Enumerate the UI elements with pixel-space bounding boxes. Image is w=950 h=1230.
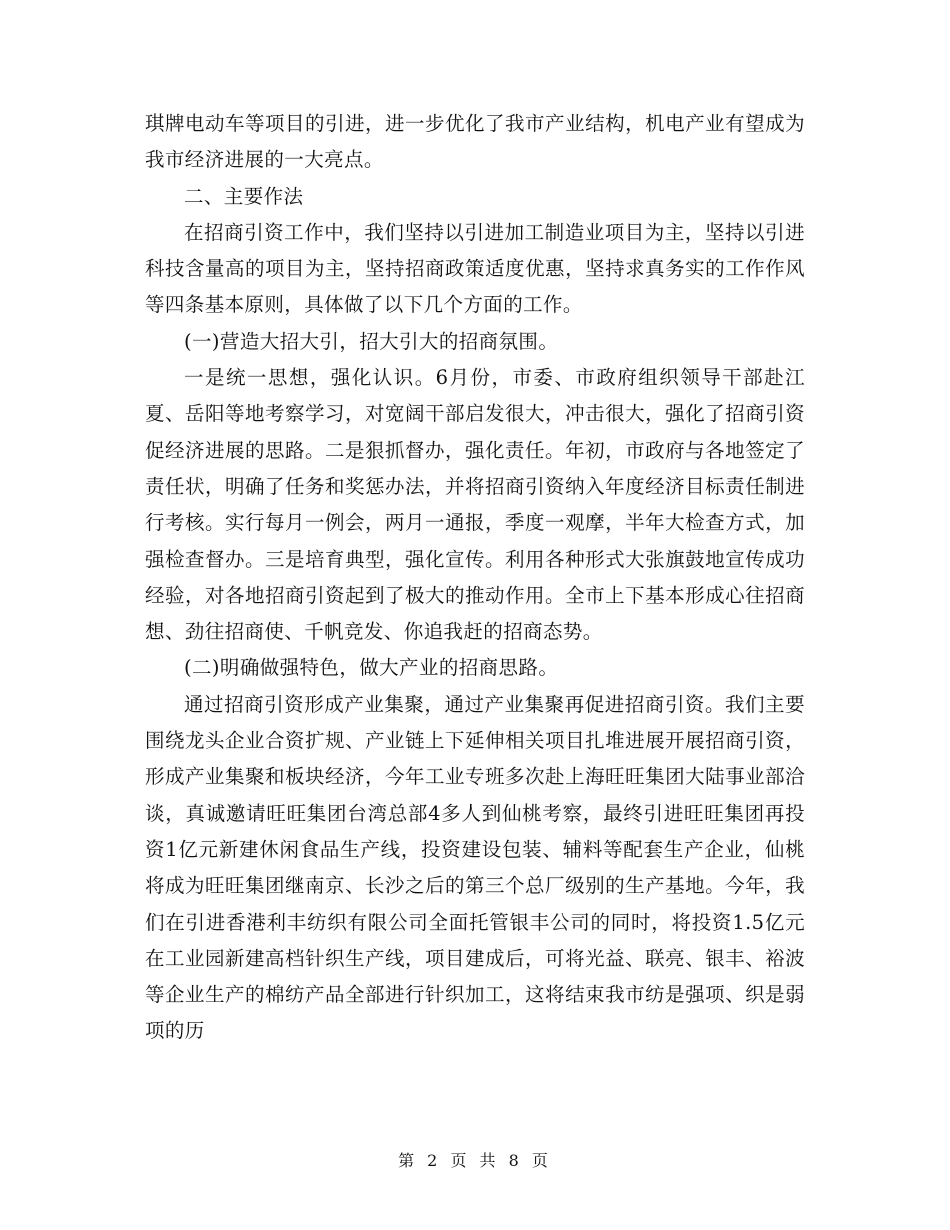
paragraph-5: 一是统一思想，强化认识。6月份，市委、市政府组织领导干部赴江夏、岳阳等地考察学习，对宽阔干部启发很大，冲击很大，强化了招商引资促经济进展的思路。二是狠抓督办，强化责任。年初，市政府与各地签定了责任状，明确了任务和奖惩办法，并将招商引资纳入年度经济目标责任制进行考核。实行每月一例会，两月一通报，季度一观摩，半年大检查方式，加强检查督办。三是培育典型，强化宣传。利用各种形式大张旗鼓地宣传成功经验，对各地招商引资起到了极大的推动作用。全市上下基本形成心往招商想、劲往招商使、千帆竞发、你追我赶的招商态势。: [145, 366, 805, 644]
paragraph-1: 琪牌电动车等项目的引进，进一步优化了我市产业结构，机电产业有望成为我市经济进展的一大亮点。: [145, 112, 805, 172]
subheading-2: (二)明确做强特色，做大产业的招商思路。: [184, 656, 559, 680]
subheading-1: (一)营造大招大引，招大引大的招商氛围。: [184, 329, 559, 353]
document-body: [145, 106, 805, 1050]
page-number-footer: 第 2 页 共 8 页: [398, 1151, 552, 1170]
paragraph-7: 通过招商引资形成产业集聚，通过产业集聚再促进招商引资。我们主要围绕龙头企业合资扩规、产业链上下延伸相关项目扎堆进展开展招商引资，形成产业集聚和板块经济，今年工业专班多次赴上海旺旺集团大陆事业部洽谈，真诚邀请旺旺集团台湾总部4多人到仙桃考察，最终引进旺旺集团再投资1亿元新建休闲食品生产线，投资建设包装、辅料等配套生产企业，仙桃将成为旺旺集团继南京、长沙之后的第三个总厂级别的生产基地。今年，我们在引进香港利丰纺织有限公司全面托管银丰公司的同时，将投资1.5亿元在工业园新建高档针织生产线，项目建成后，可将光益、联亮、银丰、裕波等企业生产的棉纺产品全部进行针织加工，这将结束我市纺是强项、织是弱项的历: [145, 692, 805, 1043]
paragraph-3: 在招商引资工作中，我们坚持以引进加工制造业项目为主，坚持以引进科技含量高的项目为主，坚持招商政策适度优惠，坚持求真务实的工作作风等四条基本原则，具体做了以下几个方面的工作。: [145, 220, 805, 317]
section-heading-main-methods: 二、主要作法: [184, 184, 304, 208]
